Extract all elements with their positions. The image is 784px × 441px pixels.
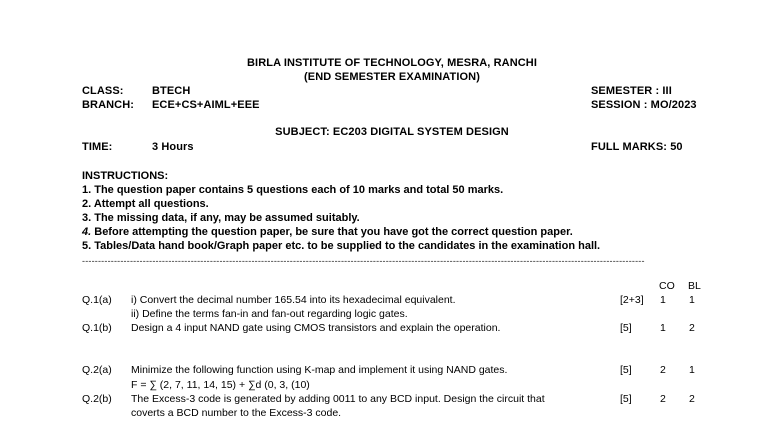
institute-name: BIRLA INSTITUTE OF TECHNOLOGY, MESRA, RANCHI [247,57,537,69]
full-marks: FULL MARKS: 50 [591,141,683,153]
time-label: TIME: [82,141,113,153]
question-marks: [2+3] [620,294,644,306]
branch-value: ECE+CS+AIML+EEE [152,99,260,111]
time-value: 3 Hours [152,141,194,153]
semester: SEMESTER : III [591,85,672,97]
question-number: Q.2(a) [82,364,112,376]
instruction-3: 3. The missing data, if any, may be assumed suitably. [82,212,360,224]
question-formula: F = ∑ (2, 7, 11, 14, 15) + ∑d (0, 3, (10) [131,379,310,391]
question-number: Q.2(b) [82,393,112,405]
question-bl: 2 [689,322,695,334]
instruction-2: 2. Attempt all questions. [82,198,209,210]
question-bl: 1 [689,364,695,376]
session: SESSION : MO/2023 [591,99,697,111]
bl-header: BL [688,280,701,292]
question-co: 2 [660,364,666,376]
exam-title: (END SEMESTER EXAMINATION) [304,71,480,83]
question-text: The Excess-3 code is generated by adding 0011 to any BCD input. Design the circuit that [131,393,545,405]
question-text: coverts a BCD number to the Excess-3 code. [131,407,342,419]
question-text: ii) Define the terms fan-in and fan-out regarding logic gates. [131,308,408,320]
subject: SUBJECT: EC203 DIGITAL SYSTEM DESIGN [275,126,509,138]
question-text: Design a 4 input NAND gate using CMOS transistors and explain the operation. [131,322,501,334]
instruction-1: 1. The question paper contains 5 questions each of 10 marks and total 50 marks. [82,184,504,196]
class-label: CLASS: [82,85,124,97]
question-marks: [5] [620,393,632,405]
question-text: i) Convert the decimal number 165.54 into its hexadecimal equivalent. [131,294,456,306]
instruction-4 [82,226,573,238]
instructions-title: INSTRUCTIONS: [82,170,169,182]
question-marks: [5] [620,322,632,334]
question-marks: [5] [620,364,632,376]
class-value: BTECH [152,85,191,97]
question-co: 2 [660,393,666,405]
question-number: Q.1(b) [82,322,112,334]
question-co: 1 [660,322,666,334]
co-header: CO [659,280,675,292]
question-number: Q.1(a) [82,294,112,306]
question-bl: 1 [689,294,695,306]
instruction-4-text: Before attempting the question paper, be sure that you have got the correct question paper. [91,226,573,238]
question-bl: 2 [689,393,695,405]
question-co: 1 [660,294,666,306]
instruction-5: 5. Tables/Data hand book/Graph paper etc. to be supplied to the candidates in the examination hall. [82,240,601,252]
divider: -------------------------------------------------------------------------------------------------------------------------------------------------------------------------------- [82,256,645,266]
instruction-4-number: 4. [82,226,92,238]
branch-label: BRANCH: [82,99,135,111]
question-text: Minimize the following function using K-map and implement it using NAND gates. [131,364,508,376]
